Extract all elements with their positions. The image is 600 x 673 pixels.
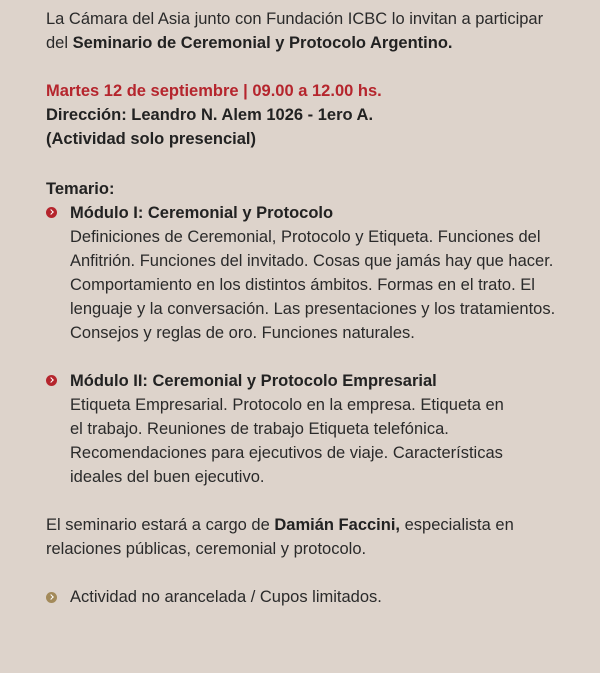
speaker-line-1 xyxy=(46,513,580,537)
module-1-line-4: lenguaje y la conversación. Las presentaciones y los tratamientos. xyxy=(70,300,556,318)
module-1 xyxy=(46,201,580,345)
note-item xyxy=(46,585,580,609)
chevron-bullet-icon xyxy=(46,207,57,218)
speaker-prefix: El seminario estará a cargo de xyxy=(46,516,275,534)
note-text: Actividad no arancelada / Cupos limitados. xyxy=(70,588,382,606)
module-2-line-4: ideales del buen ejecutivo. xyxy=(70,468,265,486)
intro-line-1: La Cámara del Asia junto con Fundación ICBC lo invitan a participar xyxy=(46,10,544,28)
intro-paragraph xyxy=(46,7,580,55)
module-1-line-2: Anfitrión. Funciones del invitado. Cosas que jamás hay que hacer. xyxy=(70,252,554,270)
seminar-title: Seminario de Ceremonial y Protocolo Argentino. xyxy=(72,34,453,52)
module-2-line-1: Etiqueta Empresarial. Protocolo en la empresa. Etiqueta en xyxy=(70,396,504,414)
module-2-title: Módulo II: Ceremonial y Protocolo Empresarial xyxy=(70,372,437,390)
module-2 xyxy=(46,369,580,489)
event-date: Martes 12 de septiembre | 09.00 a 12.00 hs. xyxy=(46,82,382,100)
speaker-suffix: especialista en xyxy=(400,516,514,534)
module-2-line-2: el trabajo. Reuniones de trabajo Etiqueta telefónica. xyxy=(70,420,449,438)
chevron-bullet-icon xyxy=(46,592,57,603)
module-1-line-1: Definiciones de Ceremonial, Protocolo y Etiqueta. Funciones del xyxy=(70,228,541,246)
speaker-name: Damián Faccini, xyxy=(274,516,401,534)
module-2-line-3: Recomendaciones para ejecutivos de viaje. Características xyxy=(70,444,503,462)
speaker-paragraph xyxy=(46,513,580,561)
intro-line-2-prefix: del xyxy=(46,34,73,52)
module-1-line-5: Consejos y reglas de oro. Funciones naturales. xyxy=(70,324,415,342)
chevron-bullet-icon xyxy=(46,375,57,386)
temario-title: Temario: xyxy=(46,180,115,198)
event-address: Dirección: Leandro N. Alem 1026 - 1ero A. xyxy=(46,106,374,124)
event-details xyxy=(46,79,580,151)
event-mode: (Actividad solo presencial) xyxy=(46,130,256,148)
intro-line-2 xyxy=(46,31,580,55)
module-1-line-3: Comportamiento en los distintos ámbitos. Formas en el trato. El xyxy=(70,276,535,294)
speaker-line-2: relaciones públicas, ceremonial y protocolo. xyxy=(46,540,367,558)
module-1-title: Módulo I: Ceremonial y Protocolo xyxy=(70,204,334,222)
